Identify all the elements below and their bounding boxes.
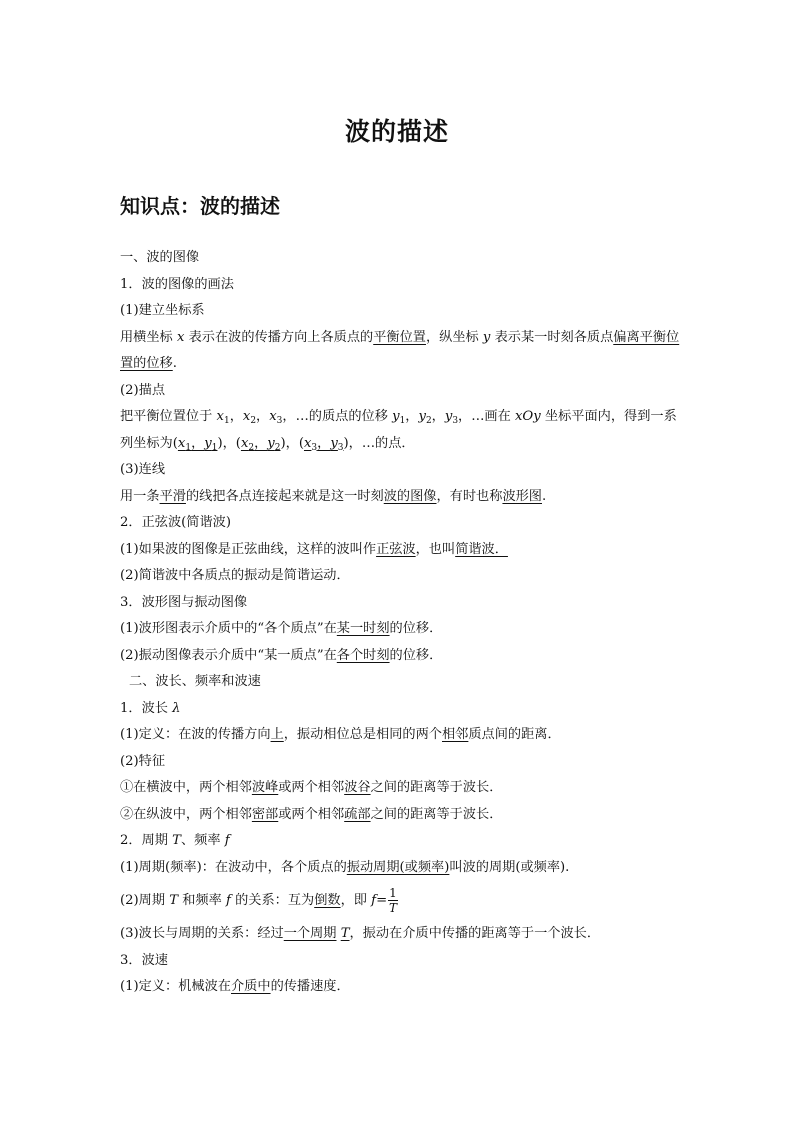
step-coordinate-system: (1)建立坐标系 xyxy=(120,303,205,318)
heading-wavelength-frequency-speed: 二、波长、频率和波速 xyxy=(129,674,261,689)
item-wavelength-definition: (1)定义：在波的传播方向上，振动相位总是相同的两个相邻质点间的距离． xyxy=(120,727,561,742)
item-features: (2)特征 xyxy=(120,753,166,769)
paragraph-points: 把平衡位置位于 $x_1$，$x_2$，$x_3$，…的质点的位移 $y_1$，$y_2$，$y_3$，…画在 xOy 坐标平面内，得到一系列坐标为($x_1$，$y_1$)，($x_2$，$y_2$)，($x_3$，$y_3$)，…的点． xyxy=(120,409,677,453)
paragraph-axes: 用横坐标 x 表示在波的传播方向上各质点的平衡位置，纵坐标 y 表示某一时刻各质点偏离平衡位置的位移. xyxy=(120,329,680,371)
subheading-drawing-method: 1．波的图像的画法 xyxy=(120,276,234,292)
section-heading: 知识点：波的描述 xyxy=(120,194,280,218)
subheading-sine-wave: 2．正弦波(简谐波) xyxy=(120,515,231,530)
document-body xyxy=(120,245,680,1001)
item-waveform: (1)波形图表示介质中的“各个质点”在某一时刻的位移． xyxy=(120,621,443,636)
item-period-frequency-relation: (2)周期 T 和频率 f 的关系：互为倒数，即 f= $\frac{1}{T}$ xyxy=(120,886,397,915)
item-wave-speed-definition: (1)定义：机械波在介质中的传播速度． xyxy=(120,979,350,994)
paragraph-connect: 用一条平滑的线把各点连接起来就是这一时刻波的图像，有时也称波形图. xyxy=(120,488,547,504)
subheading-period-frequency: 2．周期 T、频率 f xyxy=(120,833,230,848)
item-longitudinal: ②在纵波中，两个相邻密部或两个相邻疏部之间的距离等于波长． xyxy=(120,806,503,822)
item-vibration: (2)振动图像表示介质中“某一质点”在各个时刻的位移． xyxy=(120,647,443,663)
subheading-waveform-vs-vibration: 3．波形图与振动图像 xyxy=(120,594,248,610)
step-connect: (3)连线 xyxy=(120,462,166,477)
fraction-1-over-T: $\frac{1}{T}$ xyxy=(388,886,397,915)
page-title: 波的描述 xyxy=(344,117,449,146)
subheading-wave-speed: 3．波速 xyxy=(120,952,168,968)
heading-wave-image: 一、波的图像 xyxy=(120,250,200,265)
item-transverse: ①在横波中，两个相邻波峰或两个相邻波谷之间的距离等于波长． xyxy=(120,780,503,795)
item-sine-definition: (1)如果波的图像是正弦曲线，这样的波叫作正弦波，也叫简谐波． xyxy=(120,541,508,557)
item-wavelength-period: (3)波长与周期的关系：经过一个周期 T，振动在介质中传播的距离等于一个波长． xyxy=(120,926,601,941)
subheading-wavelength: 1．波长 λ xyxy=(120,700,181,716)
item-sine-motion: (2)简谐波中各质点的振动是简谐运动． xyxy=(120,568,350,583)
item-period-definition: (1)周期(频率)：在波动中，各个质点的振动周期(或频率)叫波的周期(或频率). xyxy=(120,859,570,875)
step-plot-points: (2)描点 xyxy=(120,382,166,398)
